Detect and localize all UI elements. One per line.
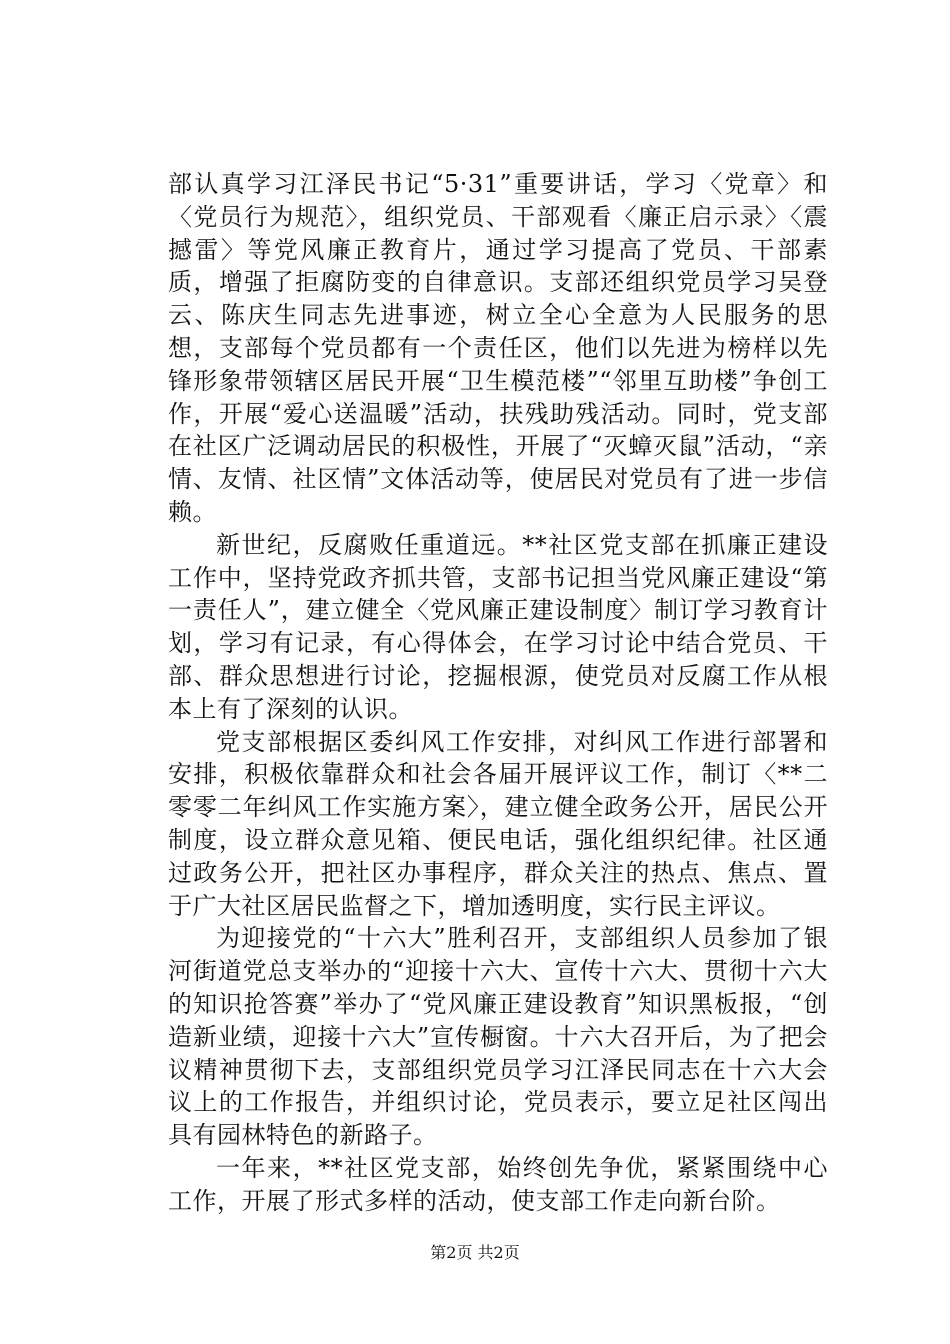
paragraph-2: 新世纪，反腐败任重道远。**社区党支部在抓廉正建设工作中，坚持党政齐抓共管，支部书记担当党风廉正建设“第一责任人”，建立健全〈党风廉正建设制度〉制订学习教育计划，学习有记录，有心得体会，在学习讨论中结合党员、干部、群众思想进行讨论，挖掘根源，使党员对反腐工作从根本上有了深刻的认识。 (168, 530, 828, 723)
paragraph-1: 部认真学习江泽民书记“5·31”重要讲话，学习〈党章〉和〈党员行为规范〉，组织党员、干部观看〈廉正启示录〉〈震撼雷〉等党风廉正教育片，通过学习提高了党员、干部素质，增强了拒腐防变的自律意识。支部还组织党员学习吴登云、陈庆生同志先进事迹，树立全心全意为人民服务的思想，支部每个党员都有一个责任区，他们以先进为榜样以先锋形象带领辖区居民开展“卫生模范楼”“邻里互助楼”争创工作，开展“爱心送温暖”活动，扶残助残活动。同时，党支部在社区广泛调动居民的积极性，开展了“灭蟑灭鼠”活动，“亲情、友情、社区情”文体活动等，使居民对党员有了进一步信赖。 (168, 170, 828, 526)
document-body (168, 168, 828, 1218)
paragraph-4: 为迎接党的“十六大”胜利召开，支部组织人员参加了银河街道党总支举办的“迎接十六大、宣传十六大、贯彻十六大的知识抢答赛”举办了“党风廉正建设教育”知识黑板报，“创造新业绩，迎接十六大”宣传橱窗。十六大召开后，为了把会议精神贯彻下去，支部组织党员学习江泽民同志在十六大会议上的工作报告，并组织讨论，党员表示，要立足社区闯出具有园林特色的新路子。 (168, 924, 828, 1150)
paragraph-3: 党支部根据区委纠风工作安排，对纠风工作进行部署和安排，积极依靠群众和社会各届开展评议工作，制订〈**二零零二年纠风工作实施方案〉，建立健全政务公开，居民公开制度，设立群众意见箱、便民电话，强化组织纪律。社区通过政务公开，把社区办事程序，群众关注的热点、焦点、置于广大社区居民监督之下，增加透明度，实行民主评议。 (168, 727, 828, 920)
paragraph-5: 一年来，**社区党支部，始终创先争优，紧紧围绕中心工作，开展了形式多样的活动，使支部工作走向新台阶。 (168, 1153, 828, 1215)
page-footer: 第2页 共2页 (430, 1243, 520, 1262)
